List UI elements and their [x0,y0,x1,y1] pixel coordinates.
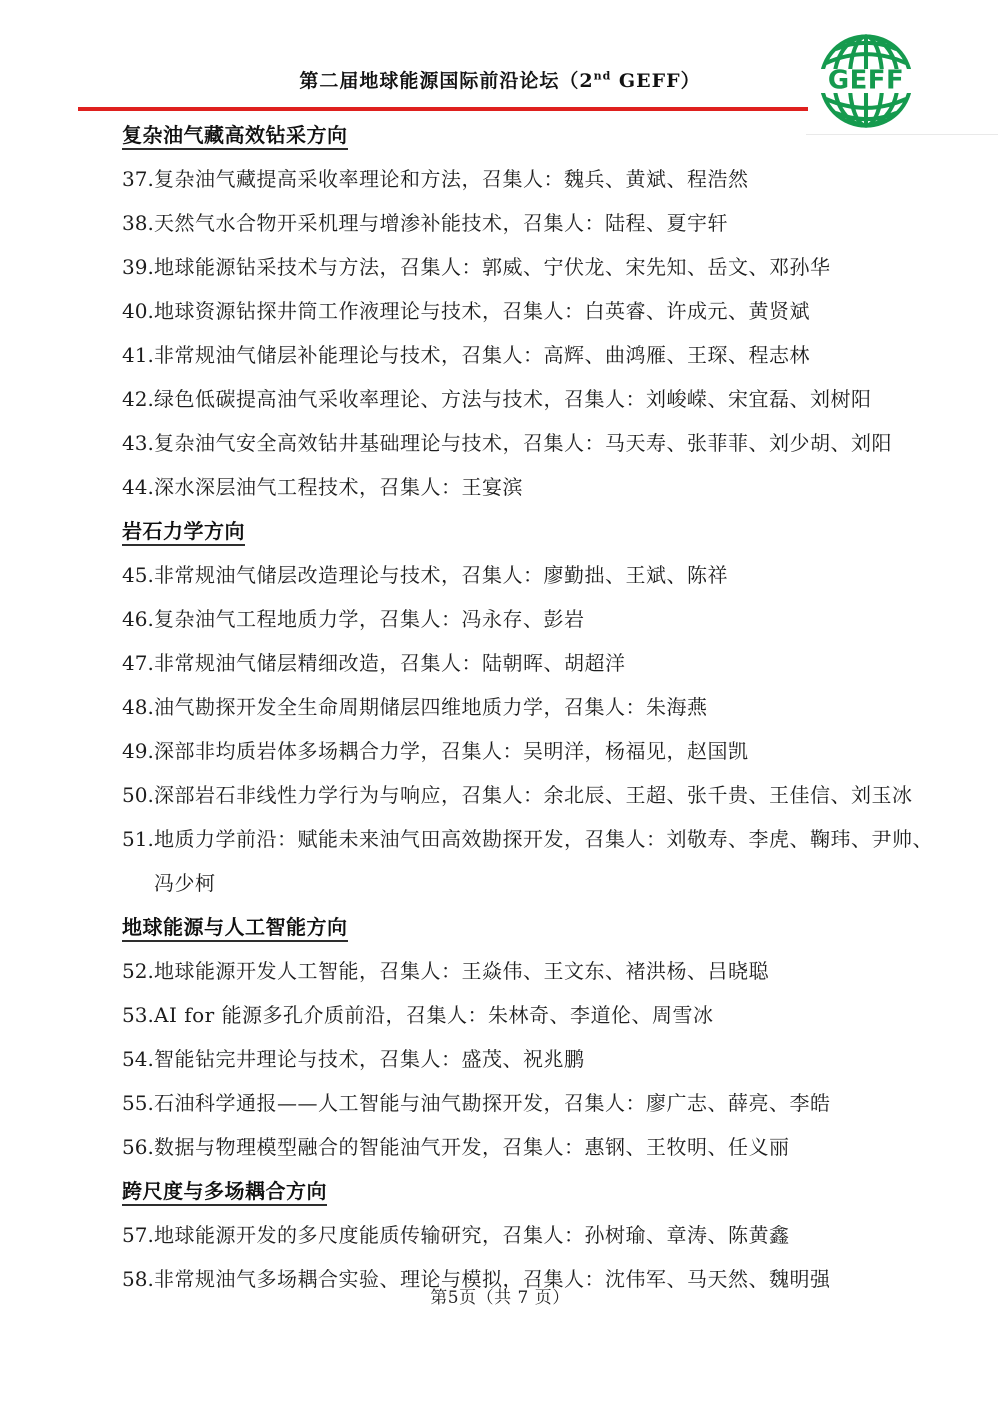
list-item [122,377,897,421]
section-heading [122,113,897,157]
list-item [122,157,897,201]
item-text: 地球能源开发人工智能，召集人：王焱伟、王文东、褚洪杨、吕晓聪 [154,959,769,983]
list-item [122,773,913,817]
list-item [122,553,897,597]
item-number: 45. [122,563,154,587]
item-text: 天然气水合物开采机理与增渗补能技术，召集人：陆程、夏宇轩 [154,211,728,235]
item-number: 50. [122,783,154,807]
section-heading [122,1169,897,1213]
section-heading-label: 复杂油气藏高效钻采方向 [122,123,348,150]
item-number: 58. [122,1267,154,1291]
item-text: 冯少柯 [154,871,216,895]
item-text: 非常规油气多场耦合实验、理论与模拟，召集人：沈伟军、马天然、魏明强 [154,1267,831,1291]
list-item [122,465,897,509]
page-number [0,1283,1000,1308]
item-number: 37. [122,167,154,191]
item-text: 数据与物理模型融合的智能油气开发，召集人：惠钢、王牧明、任义丽 [154,1135,790,1159]
section-heading [122,905,897,949]
page-title-superscript: nd [593,69,612,83]
item-number: 53. [122,1003,154,1027]
list-item [122,289,897,333]
section-heading [122,509,897,553]
item-text: 深部非均质岩体多场耦合力学，召集人：吴明洋，杨福见，赵国凯 [154,739,749,763]
item-text: 地质力学前沿：赋能未来油气田高效勘探开发，召集人：刘敬寿、李虎、鞠玮、尹帅、 [154,827,933,851]
item-text: 复杂油气工程地质力学，召集人：冯永存、彭岩 [154,607,585,631]
item-text: 地球资源钻探井筒工作液理论与技术，召集人：白英睿、许成元、黄贤斌 [154,299,810,323]
item-number: 47. [122,651,154,675]
item-number: 42. [122,387,154,411]
list-item [122,949,897,993]
item-number: 55. [122,1091,154,1115]
list-item [122,597,897,641]
item-number: 38. [122,211,154,235]
header-divider [78,107,808,111]
item-number: 49. [122,739,154,763]
item-text: 深水深层油气工程技术，召集人：王宴滨 [154,475,523,499]
item-text: 智能钻完井理论与技术，召集人：盛茂、祝兆鹏 [154,1047,585,1071]
list-item-continuation [122,861,897,905]
item-text: AI for 能源多孔介质前沿，召集人：朱林奇、李道伦、周雪冰 [154,1003,714,1027]
list-item [122,333,897,377]
item-number: 56. [122,1135,154,1159]
item-number: 52. [122,959,154,983]
list-item [122,993,897,1037]
item-number: 57. [122,1223,154,1247]
list-item [122,729,897,773]
section-heading-label: 跨尺度与多场耦合方向 [122,1179,327,1206]
list-item [122,1213,897,1257]
item-text: 非常规油气储层改造理论与技术，召集人：廖勤拙、王斌、陈祥 [154,563,728,587]
list-item [122,421,897,465]
list-item [122,1037,897,1081]
item-number: 40. [122,299,154,323]
item-text: 复杂油气藏提高采收率理论和方法，召集人：魏兵、黄斌、程浩然 [154,167,749,191]
page-title-suffix: GEFF） [611,70,701,92]
item-number: 48. [122,695,154,719]
list-item [122,245,897,289]
page-title-text: 第二届地球能源国际前沿论坛（2 [299,70,594,92]
logo-text: GEFF [827,65,905,96]
session-list [122,113,933,1301]
list-item [122,201,897,245]
item-text: 非常规油气储层精细改造，召集人：陆朝晖、胡超洋 [154,651,626,675]
item-text: 油气勘探开发全生命周期储层四维地质力学，召集人：朱海燕 [154,695,708,719]
item-number: 44. [122,475,154,499]
item-number: 39. [122,255,154,279]
item-text: 非常规油气储层补能理论与技术，召集人：高辉、曲鸿雁、王琛、程志林 [154,343,810,367]
page-number-label: 第5页（共 7 页） [430,1288,570,1308]
list-item [122,685,897,729]
item-number: 43. [122,431,154,455]
item-number: 46. [122,607,154,631]
item-text: 深部岩石非线性力学行为与响应，召集人：余北辰、王超、张千贵、王佳信、刘玉冰 [154,783,913,807]
item-number: 41. [122,343,154,367]
list-item [122,1125,897,1169]
list-item [122,1081,897,1125]
item-number: 54. [122,1047,154,1071]
item-number: 51. [122,827,154,851]
section-heading-label: 岩石力学方向 [122,519,245,546]
item-text: 绿色低碳提高油气采收率理论、方法与技术，召集人：刘峻嵘、宋宜磊、刘树阳 [154,387,872,411]
section-heading-label: 地球能源与人工智能方向 [122,915,348,942]
item-text: 石油科学通报——人工智能与油气勘探开发，召集人：廖广志、薛亮、李皓 [154,1091,831,1115]
item-text: 地球能源开发的多尺度能质传输研究，召集人：孙树瑜、章涛、陈黄鑫 [154,1223,790,1247]
list-item [122,641,897,685]
item-text: 复杂油气安全高效钻井基础理论与技术，召集人：马天寿、张菲菲、刘少胡、刘阳 [154,431,892,455]
item-text: 地球能源钻采技术与方法，召集人：郭威、宁伏龙、宋先知、岳文、邓孙华 [154,255,831,279]
list-item [122,817,933,861]
